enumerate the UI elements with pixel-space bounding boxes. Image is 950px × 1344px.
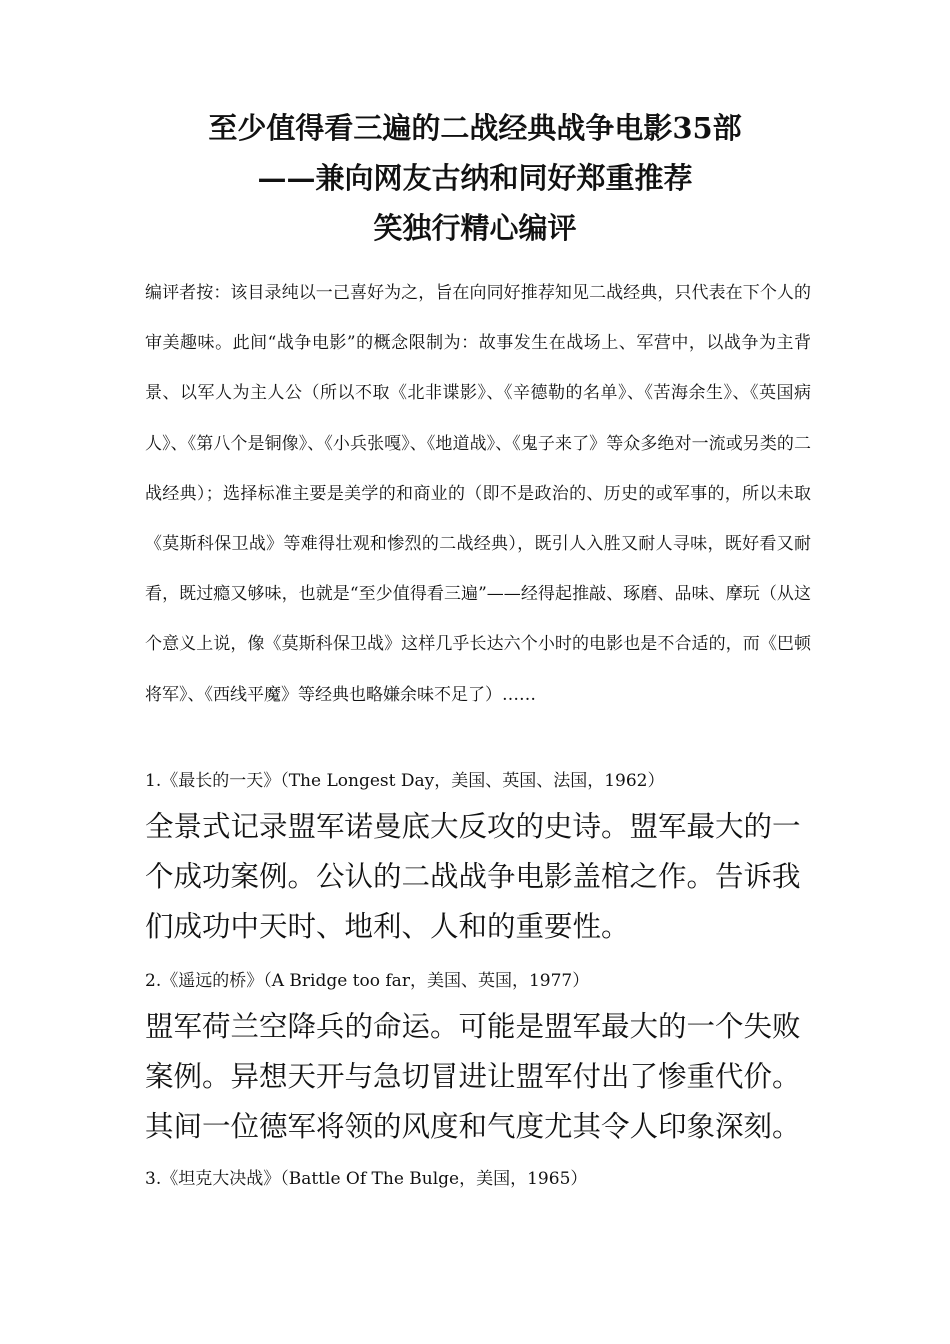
entry-description-1: 全景式记录盟军诺曼底大反攻的史诗。盟军最大的一个成功案例。公认的二战战争电影盖棺之作。告诉我们成功中天时、地利、人和的重要性。 — [145, 810, 801, 943]
document-subtitle: ——兼向网友古纳和同好郑重推荐 — [257, 161, 693, 195]
entry-description-2: 盟军荷兰空降兵的命运。可能是盟军最大的一个失败案例。异想天开与急切冒进让盟军付出了惨重代价。其间一位德军将领的风度和气度尤其令人印象深刻。 — [145, 1010, 801, 1143]
editor-note: 编评者按：该目录纯以一己喜好为之，旨在向同好推荐知见二战经典，只代表在下个人的审美趣味。此间“战争电影”的概念限制为：故事发生在战场上、军营中，以战争为主背景、以军人为主人公（所以不取《北非谍影》、《辛德勒的名单》、《苦海余生》、《英国病人》、《第八个是铜像》、《小兵张嘎》、《地道战》、《鬼子来了》等众多绝对一流或另类的二战经典）；选择标准主要是美学的和商业的（即不是政治的、历史的或军事的，所以未取《莫斯科保卫战》等难得壮观和惨烈的二战经典），既引人入胜又耐人寻味，既好看又耐看，既过瘾又够味，也就是“至少值得看三遍”——经得起推敲、琢磨、品味、摩玩（从这个意义上说，像《莫斯科保卫战》这样几乎长达六个小时的电影也是不合适的，而《巴顿将军》、《西线平魔》等经典也略嫌余味不足了）…… — [145, 283, 811, 705]
document-title: 至少值得看三遍的二战经典战争电影35部 — [208, 111, 742, 145]
entry-heading-1: 1.《最长的一天》（The Longest Day，美国、英国、法国，1962） — [145, 771, 665, 791]
entry-heading-3: 3.《坦克大决战》（Battle Of The Bulge，美国，1965） — [145, 1169, 588, 1189]
entry-heading-2: 2.《遥远的桥》（A Bridge too far，美国、英国，1977） — [145, 971, 590, 991]
document-author-line: 笑独行精心编评 — [373, 211, 577, 245]
